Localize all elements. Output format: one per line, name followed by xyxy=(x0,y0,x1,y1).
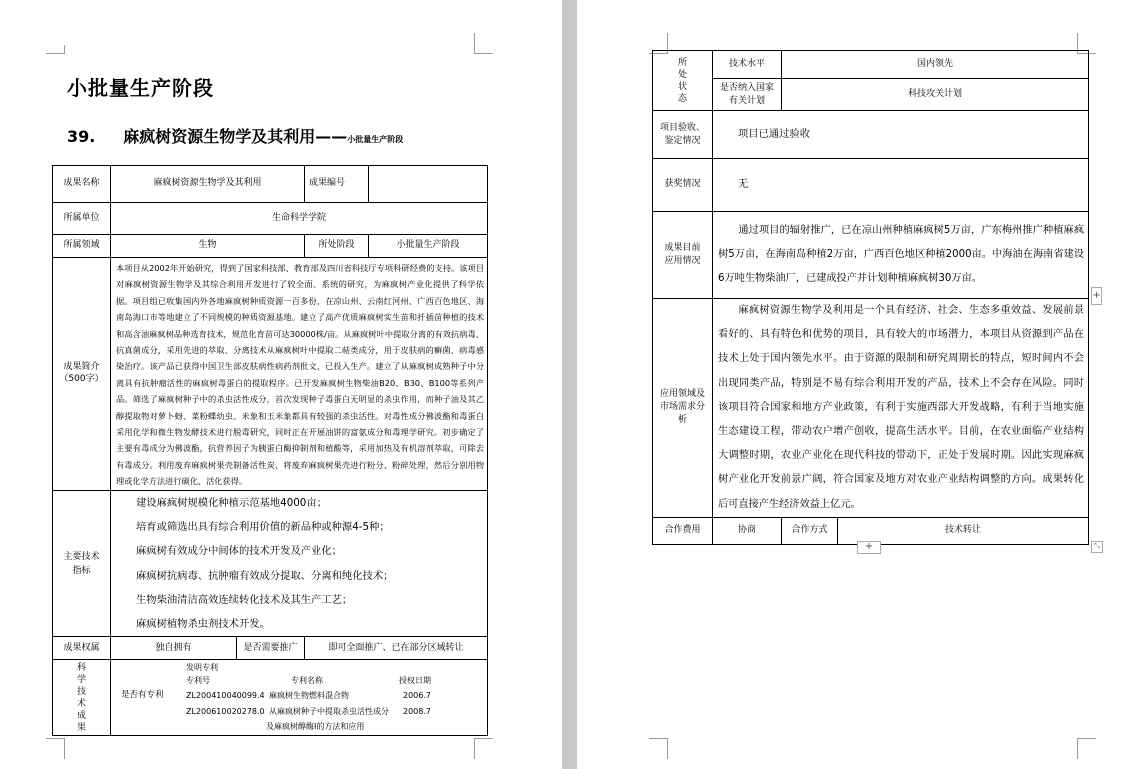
tech-item: 生物柴油清洁高效连续转化技术及其生产工艺； xyxy=(136,593,353,606)
label-cell: 所属单位 xyxy=(53,203,111,235)
patent-date: 2006.7 xyxy=(403,691,431,701)
label-cell: 成果名称 xyxy=(53,166,111,203)
market-label: 应用领域及市场需求分析 xyxy=(659,389,705,426)
add-column-button[interactable]: + xyxy=(1091,287,1102,305)
label-cell xyxy=(53,258,111,491)
value-cell[interactable]: 生物 xyxy=(111,235,305,258)
value-cell[interactable]: 项目已通过验收 xyxy=(713,111,1089,159)
table-row xyxy=(53,637,488,660)
acceptance-label: 项目验收、鉴定情况 xyxy=(659,122,705,146)
value-cell[interactable]: 小批量生产阶段 xyxy=(369,235,488,258)
achievement-table-continued xyxy=(652,50,1089,545)
patent-type: 发明专利 xyxy=(186,663,218,673)
label-cell: 获奖情况 xyxy=(653,159,713,212)
section-title: 麻疯树资源生物学及其利用—— xyxy=(123,127,348,146)
label-cell xyxy=(53,490,111,637)
label-cell xyxy=(653,111,713,159)
patent-name: 麻疯树生物燃料混合物 xyxy=(269,691,349,701)
crop-mark xyxy=(649,738,668,759)
table-row xyxy=(53,258,488,491)
value-cell[interactable]: 协商 xyxy=(713,517,782,544)
value-cell[interactable]: 生命科学学院 xyxy=(111,203,488,235)
patent-number: ZL200410040099.4 xyxy=(186,691,265,701)
status-label: 所处状态 xyxy=(677,57,687,104)
patent-col-header: 专利名称 xyxy=(291,676,323,686)
document-page-1 xyxy=(0,0,562,769)
intro-label-sub: （500字） xyxy=(59,373,104,384)
has-patent-label: 是否有专利 xyxy=(121,690,164,701)
application-label: 成果目前应用情况 xyxy=(664,243,701,266)
crop-mark xyxy=(1077,738,1096,759)
table-row xyxy=(53,660,488,736)
value-cell[interactable]: 麻疯树资源生物学及其利用 xyxy=(111,166,305,203)
label-cell: 所处阶段 xyxy=(305,235,369,258)
section-title-small: 小批量生产阶段 xyxy=(347,135,404,144)
patent-cell[interactable] xyxy=(111,660,488,736)
label-cell xyxy=(713,79,782,111)
table-row xyxy=(653,51,1089,79)
table-row xyxy=(653,111,1089,159)
market-text-cell[interactable]: 麻疯树资源生物学及利用是一个具有经济、社会、生态多重效益、发展前景看好的、具有特色和优势的项目，具有较大的市场潜力，本项目从资源到产品在技术上处于国内领先水平。由于资源的限制和研究周期长的特点，短时间内不会出现同类产品，特别是不易有综合利用开发的产品，技术上不会存在风险。同时该项目符合国家和地方产业政策，有利于实施西部大开发战略，有利于当地实施生态建设工程，带动农户增产创收，提高生活水平。目前，在农业面临产业结构大调整时期，农业产业化在现代科技的带动下，正处于发展时期。因此实现麻疯树产业化开发前景广阔，符合国家及地方对农业产业结构调整的方向。成果转化后可直接产生经济效益上亿元。 xyxy=(713,299,1089,518)
patent-section-label: 科学技术成果 xyxy=(76,662,86,733)
value-cell[interactable]: 科技攻关计划 xyxy=(782,79,1089,111)
table-row xyxy=(53,490,488,637)
table-row xyxy=(53,166,488,203)
label-cell: 成果权属 xyxy=(53,637,111,660)
achievement-table xyxy=(52,165,488,736)
patent-number: ZL200610020278.0 xyxy=(186,707,265,717)
patent-col-header: 专利号 xyxy=(186,676,210,686)
plan-label: 是否纳入国家有关计划 xyxy=(719,82,774,106)
label-cell xyxy=(653,212,713,299)
value-cell[interactable]: 即可全面推广、已在部分区域转让 xyxy=(305,637,488,660)
section-number: 39. xyxy=(67,127,96,146)
intro-text-cell[interactable]: 本项目从2002年开始研究，得到了国家科技部、教育部及四川省科技厅专项科研经费的支持。该项目对麻疯树资源生物学及其综合利用开发进行了较全面、系统的研究，为麻疯树产业化提供了科学依据。项目组已收集国内外各地麻疯树种质资源一百多份，在凉山州、云南红河州、广西百色地区、海南岛海口市等地建立了不同规模的种质资源基地。建立了高产优质麻疯树实生苗和扦插苗种植的技术和高含油麻疯树品种选育技术，规范化育苗可达30000株/亩。从麻疯树叶中提取分离的有效抗病毒、抗真菌成分，采用先进的萃取、分离技术从麻疯树叶中提取二萜类成分，用于皮肤病的癣菌、病毒感染治疗。该产品已获得中国卫生部皮肤病性病药剂批文，已投入生产。建立了从麻疯树成熟种子中分离具有抗肿瘤活性的麻疯树毒蛋白的提取程序。已开发麻疯树生物柴油B20、B30、B100等系列产品。筛选了麻疯树种子中的杀虫活性成分，首次发现种子毒蛋白无明显的杀虫作用，而种子油及其乙醇提取物对萝卜蚜、菜粉蝶幼虫、米象和玉米象都具有较强的杀虫活性。对毒性成分佛波酯和毒蛋白采用化学和微生物发酵技术进行脱毒研究，同时正在开展油饼的富氨成分和毒理学研究。初步确定了主要有毒成分为佛波酯，抗营养因子为胰蛋白酶抑制剂和植酸等，采用加热及有机溶剂萃取，可除去有毒成分。利用废弃麻疯树果壳制备活性炭，将废弃麻疯树果壳进行粉分、粉碎处理，然后分别用物理或化学方法进行碳化、活化获得。 xyxy=(111,258,488,491)
tech-item: 培育或筛选出具有综合利用价值的新品种或种源4-5种； xyxy=(136,520,390,533)
crop-mark xyxy=(46,738,65,759)
table-row xyxy=(53,203,488,235)
value-cell[interactable]: 无 xyxy=(713,159,1089,212)
value-cell[interactable]: 技术转让 xyxy=(838,517,1089,544)
label-cell: 成果编号 xyxy=(305,166,369,203)
label-cell: 技术水平 xyxy=(713,51,782,79)
tech-item: 建设麻疯树规模化种植示范基地4000亩； xyxy=(136,496,327,509)
patent-date: 2008.7 xyxy=(403,707,431,717)
table-row xyxy=(653,212,1089,299)
tech-item: 麻疯树有效成分中间体的技术开发及产业化； xyxy=(136,545,342,558)
table-row xyxy=(53,235,488,258)
label-cell xyxy=(653,51,713,111)
add-row-button[interactable]: + xyxy=(857,541,881,554)
patent-name: 及麻疯树醇酶Ⅰ的方法和应用 xyxy=(266,722,365,732)
tech-item: 麻疯树抗病毒、抗肿瘤有效成分提取、分离和纯化技术； xyxy=(136,569,394,582)
label-cell xyxy=(653,299,713,518)
table-row xyxy=(653,79,1089,111)
crop-mark xyxy=(474,33,493,54)
label-cell xyxy=(53,660,111,736)
crop-mark xyxy=(46,45,65,54)
page-heading: 小批量生产阶段 xyxy=(67,76,214,100)
value-cell[interactable]: 独自拥有 xyxy=(111,637,237,660)
table-row xyxy=(653,159,1089,212)
tech-label: 主要技术指标 xyxy=(63,551,100,576)
table-resize-handle-icon[interactable]: ⤡ xyxy=(1091,541,1103,553)
tech-items-cell[interactable] xyxy=(111,490,488,637)
value-cell[interactable]: 国内领先 xyxy=(782,51,1089,79)
patent-name: 从麻疯树种子中提取杀虫活性成分 xyxy=(269,707,389,717)
label-cell: 合作费用 xyxy=(653,517,713,544)
label-cell: 所属领域 xyxy=(53,235,111,258)
tech-item: 麻疯树植物杀虫剂技术开发。 xyxy=(136,618,270,631)
table-row xyxy=(653,299,1089,518)
patent-col-header: 授权日期 xyxy=(399,676,431,686)
label-cell: 是否需要推广 xyxy=(237,637,305,660)
intro-label: 成果简介 xyxy=(63,362,100,373)
crop-mark xyxy=(474,738,493,759)
application-text-cell[interactable]: 通过项目的辐射推广，已在凉山州种植麻疯树5万亩，广东梅州推广种植麻疯树5万亩，在海南岛种植2万亩，广西百色地区种植2000亩。中海油在海南省建设6万吨生物柴油厂，已建成投产并计划种植麻疯树30万亩。 xyxy=(713,212,1089,299)
section-heading xyxy=(67,124,403,147)
value-cell[interactable] xyxy=(369,166,488,203)
document-page-2 xyxy=(577,0,1138,769)
label-cell: 合作方式 xyxy=(782,517,838,544)
page-gap xyxy=(562,0,577,769)
